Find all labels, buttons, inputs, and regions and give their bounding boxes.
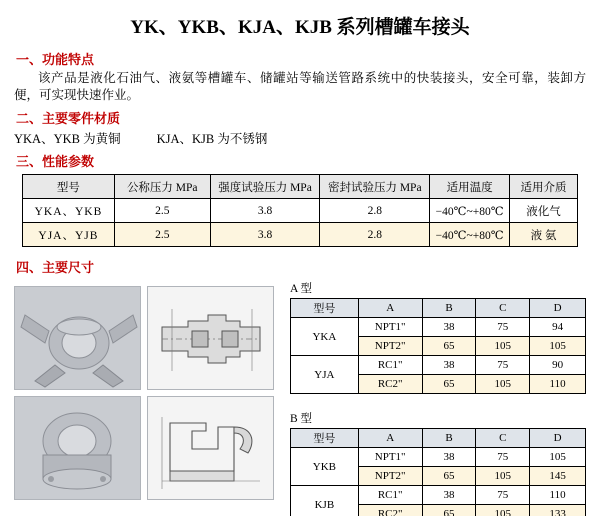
table-header-row [291,299,586,318]
dimB-th-2: B [422,429,476,448]
technical-drawing-b [147,396,274,500]
table-row [23,223,578,247]
dimA-r0-c4: 94 [530,318,586,337]
dimB-r0-c1: NPT1" [358,448,422,467]
section-heading-features: 一、功能特点 [16,52,95,67]
perf-r0-c4: −40℃~+80℃ [430,199,510,223]
page-title: YK、YKB、KJA、KJB 系列槽罐车接头 [130,17,470,38]
perf-r1-c1: 2.5 [114,223,210,247]
dimA-r0-c1: NPT1" [358,318,422,337]
section-heading-materials: 二、主要零件材质 [16,111,121,126]
dimB-r0-model: YKB [291,448,359,486]
perf-r1-c0: YJA、YJB [23,223,115,247]
section-heading-performance: 三、性能参数 [16,154,95,169]
performance-table-wrap [22,174,600,247]
materials-line [14,129,600,147]
perf-th-2: 强度试验压力 MPa [210,175,320,199]
dimA-r2-c1: RC1" [358,356,422,375]
dimA-r3-c1: RC2" [358,375,422,394]
drawing-a-graphic [148,287,274,390]
dimB-r2-c2: 38 [422,486,476,505]
dimA-r1-c1: NPT2" [358,337,422,356]
dimB-r1-c1: NPT2" [358,467,422,486]
perf-r1-c5: 液 氨 [510,223,578,247]
dimA-th-1: A [358,299,422,318]
dimB-r3-c1: RC2" [358,505,422,516]
dim-label-b: B 型 [290,413,313,425]
dimB-r2-c3: 75 [476,486,530,505]
table-header-row [23,175,578,199]
dimA-r3-c4: 110 [530,375,586,394]
perf-th-3: 密封试验压力 MPa [320,175,430,199]
perf-r1-c2: 3.8 [210,223,320,247]
dimA-r0-model: YKA [291,318,359,356]
dimA-r0-c2: 38 [422,318,476,337]
dimA-r1-c2: 65 [422,337,476,356]
dimA-r3-c2: 65 [422,375,476,394]
dimB-th-4: D [530,429,586,448]
dimB-r2-model: KJB [291,486,359,516]
dimA-r2-c4: 90 [530,356,586,375]
table-row [291,486,586,505]
section-heading-dimensions: 四、主要尺寸 [16,260,95,275]
dimension-table-b [290,428,586,516]
dimension-block-a [290,280,590,394]
dimA-r2-model: YJA [291,356,359,394]
dimension-tables-column [290,280,590,516]
table-row [23,199,578,223]
performance-table [22,174,578,247]
dimB-r3-c3: 105 [476,505,530,516]
drawing-b-graphic [148,397,274,500]
dimA-r1-c3: 105 [476,337,530,356]
dimA-r2-c3: 75 [476,356,530,375]
dimA-th-0: 型号 [291,299,359,318]
dimB-th-0: 型号 [291,429,359,448]
dimA-th-3: C [476,299,530,318]
table-row [291,448,586,467]
perf-th-1: 公称压力 MPa [114,175,210,199]
dimA-r3-c3: 105 [476,375,530,394]
dimB-th-1: A [358,429,422,448]
perf-th-0: 型号 [23,175,115,199]
dimB-th-3: C [476,429,530,448]
perf-r0-c3: 2.8 [320,199,430,223]
dimB-r2-c1: RC1" [358,486,422,505]
features-paragraph: 该产品是液化石油气、液氨等槽罐车、储罐站等输送管路系统中的快装接头，安全可靠，装卸方便，可实现快速作业。 [14,71,586,102]
material-brass-text: YKA、YKB 为黄铜 [14,132,121,146]
perf-r0-c0: YKA、YKB [23,199,115,223]
product-photo-a [14,286,141,390]
photo-a-graphic [15,287,141,390]
dimension-block-b [290,410,590,516]
perf-th-4: 适用温度 [430,175,510,199]
dimB-r3-c4: 133 [530,505,586,516]
dimB-r0-c3: 75 [476,448,530,467]
dimA-r1-c4: 105 [530,337,586,356]
product-photo-b [14,396,141,500]
dimB-r2-c4: 110 [530,486,586,505]
dimB-r1-c2: 65 [422,467,476,486]
perf-r1-c3: 2.8 [320,223,430,247]
dim-label-a: A 型 [290,283,313,295]
perf-r0-c1: 2.5 [114,199,210,223]
perf-r0-c2: 3.8 [210,199,320,223]
dimA-th-2: B [422,299,476,318]
figure-row-b [14,396,274,500]
dimension-table-a [290,298,586,394]
table-row [291,356,586,375]
dimA-r0-c3: 75 [476,318,530,337]
dimB-r1-c4: 145 [530,467,586,486]
technical-drawing-a [147,286,274,390]
perf-th-5: 适用介质 [510,175,578,199]
material-steel-text: KJA、KJB 为不锈钢 [156,132,268,146]
dimB-r1-c3: 105 [476,467,530,486]
dimA-r2-c2: 38 [422,356,476,375]
dimA-th-4: D [530,299,586,318]
figure-row-a [14,286,274,390]
perf-r1-c4: −40℃~+80℃ [430,223,510,247]
dimB-r3-c2: 65 [422,505,476,516]
dimB-r0-c4: 105 [530,448,586,467]
photo-b-graphic [15,397,141,500]
perf-r0-c5: 液化气 [510,199,578,223]
figures-column [14,286,274,506]
dimB-r0-c2: 38 [422,448,476,467]
table-header-row [291,429,586,448]
table-row [291,318,586,337]
